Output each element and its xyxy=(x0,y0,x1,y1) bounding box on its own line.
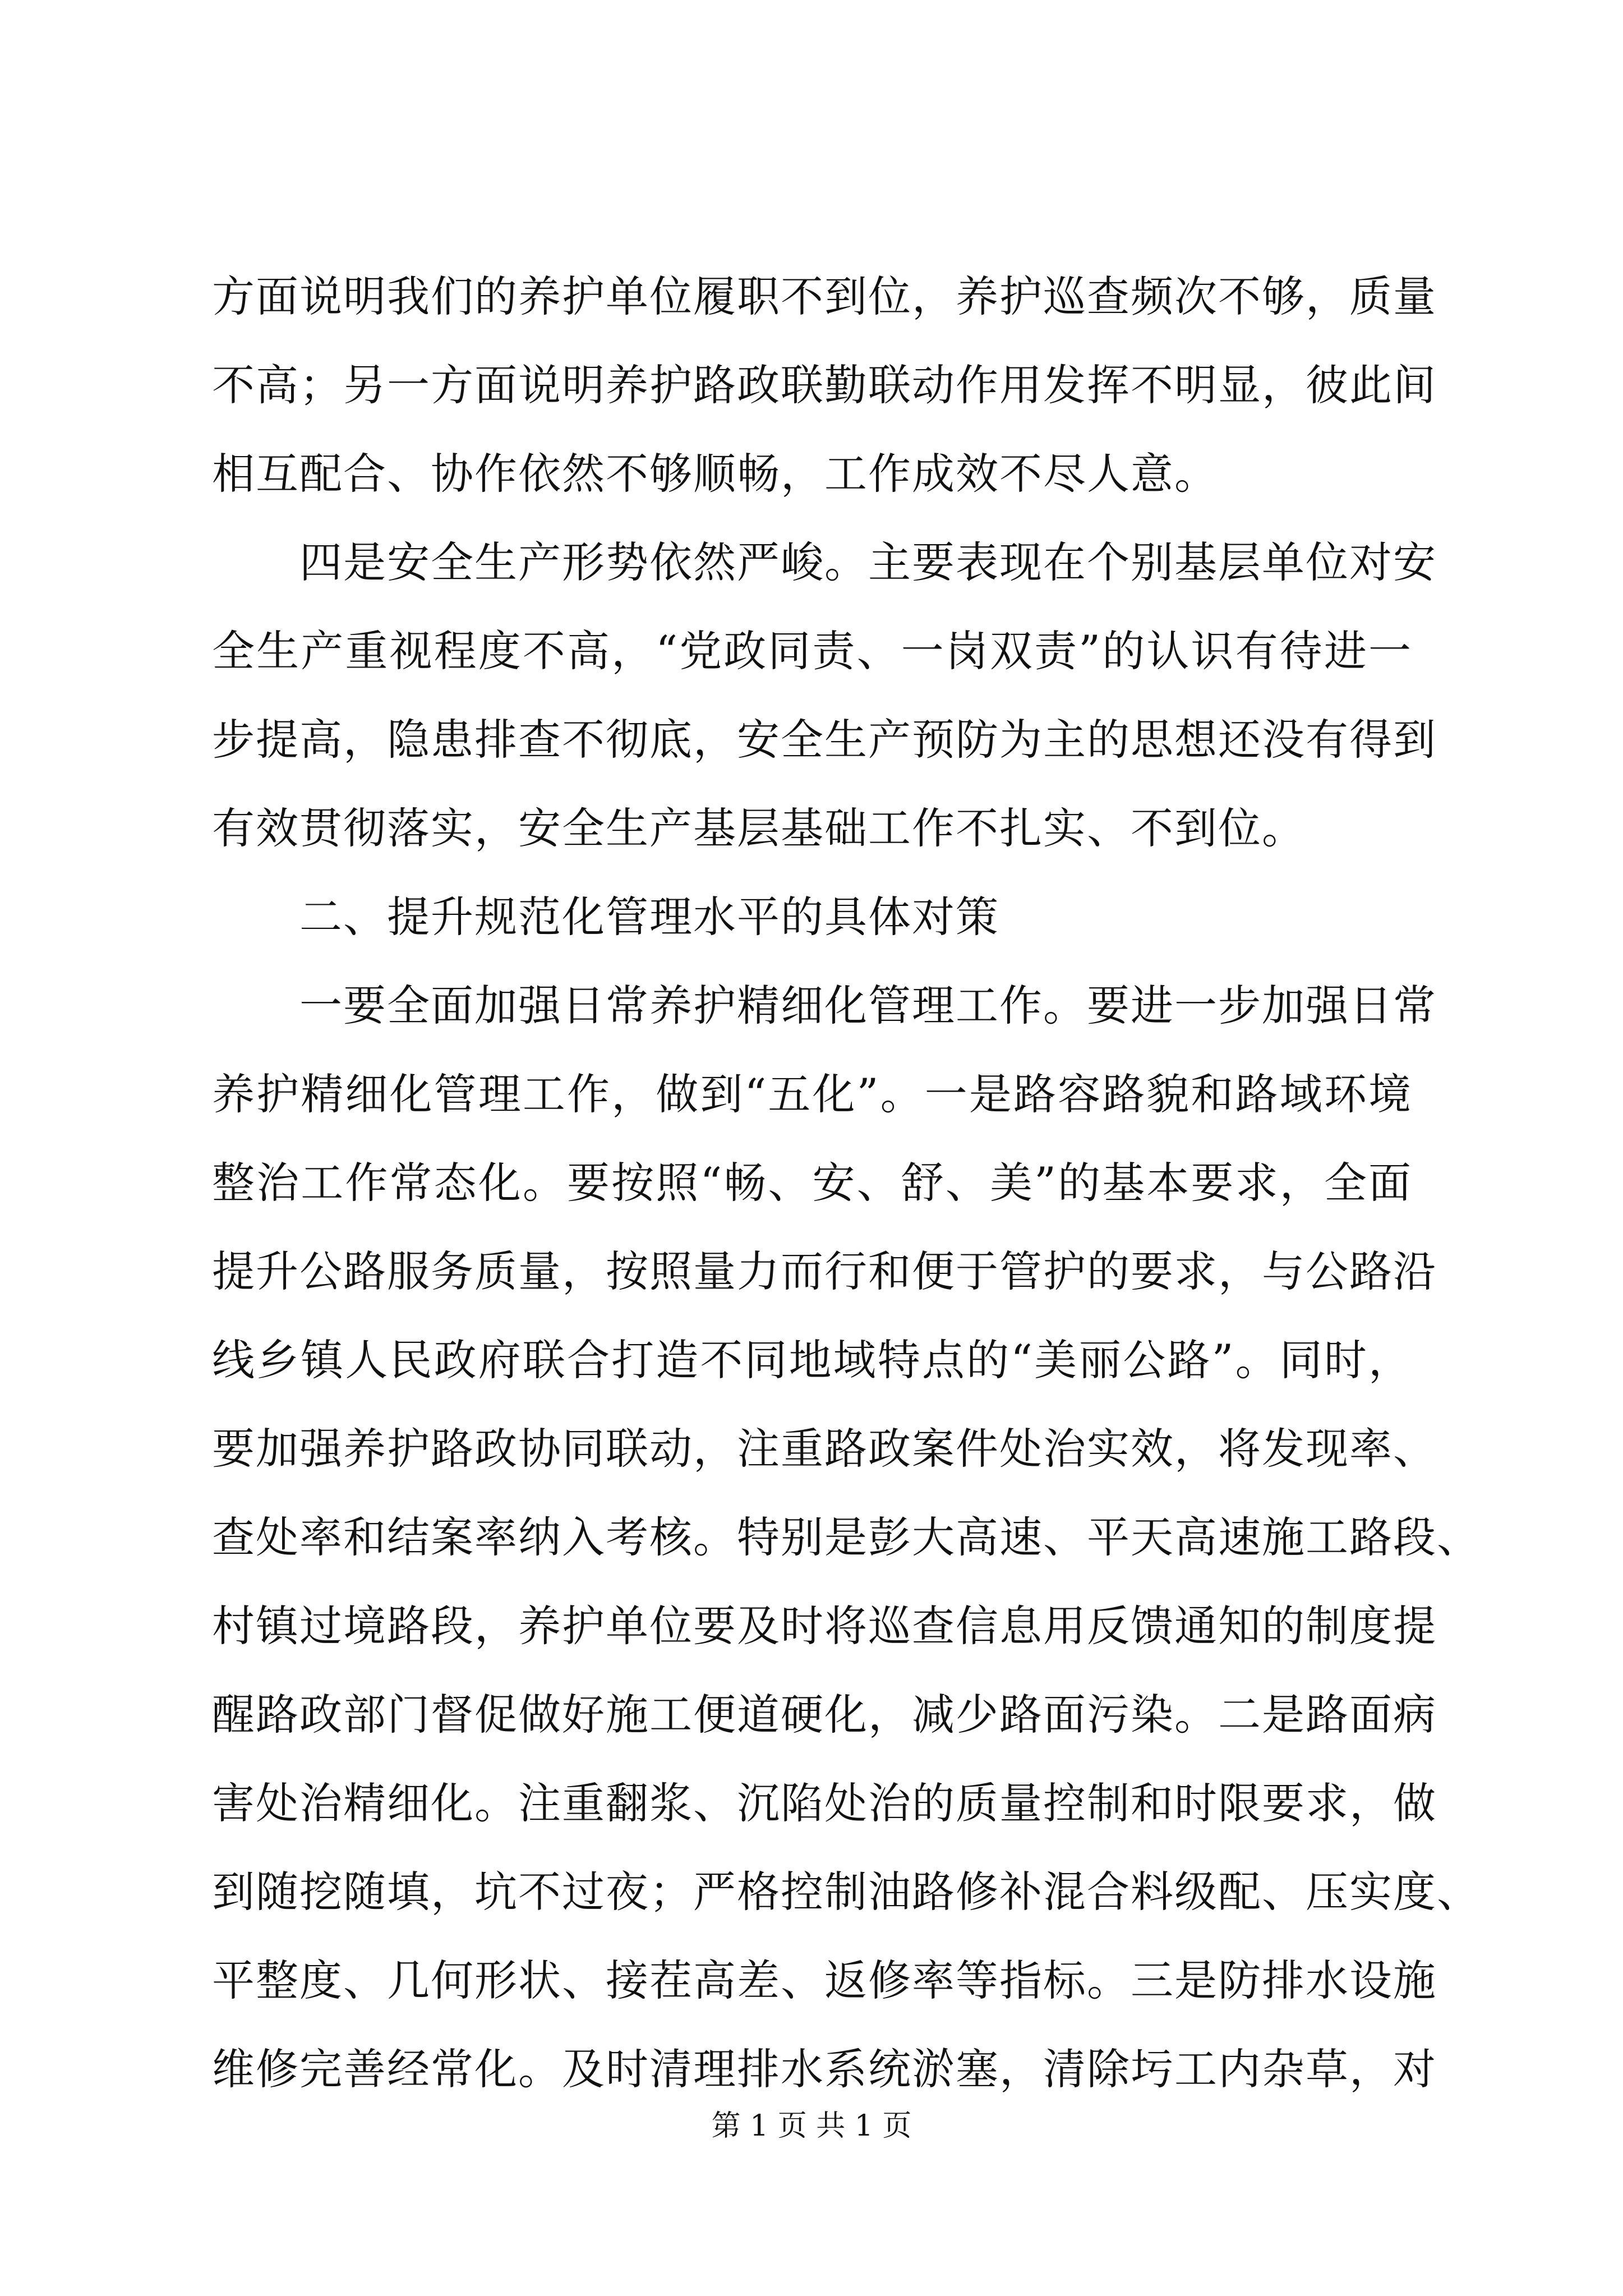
text-line: 维修完善经常化。及时清理排水系统淤塞，清除圬工内杂草，对 xyxy=(212,2044,1437,2094)
text-line: 要加强养护路政协同联动，注重路政案件处治实效，将发现率、 xyxy=(212,1424,1437,1474)
paragraph-first-line: 四是安全生产形势依然严峻。主要表现在个别基层单位对安 xyxy=(299,537,1437,587)
text-line: 全生产重视程度不高，“党政同责、一岗双责”的认识有待进一 xyxy=(212,626,1412,676)
paragraph-first-line: 一要全面加强日常养护精细化管理工作。要进一步加强日常 xyxy=(299,981,1437,1030)
text-line: 醒路政部门督促做好施工便道硬化，减少路面污染。二是路面病 xyxy=(212,1690,1437,1740)
text-line: 养护精细化管理工作，做到“五化”。一是路容路貌和路域环境 xyxy=(212,1069,1412,1119)
text-line: 不高；另一方面说明养护路政联勤联动作用发挥不明显，彼此间 xyxy=(212,360,1437,410)
page-number-footer: 第 1 页 共 1 页 xyxy=(711,2109,912,2143)
text-line: 步提高，隐患排查不彻底，安全生产预防为主的思想还没有得到 xyxy=(212,715,1437,765)
text-line: 相互配合、协作依然不够顺畅，工作成效不尽人意。 xyxy=(212,449,1218,499)
text-line: 有效贯彻落实，安全生产基层基础工作不扎实、不到位。 xyxy=(212,803,1306,853)
text-line: 村镇过境路段，养护单位要及时将巡查信息用反馈通知的制度提 xyxy=(212,1601,1437,1651)
text-line: 整治工作常态化。要按照“畅、安、舒、美”的基本要求，全面 xyxy=(212,1158,1412,1208)
text-line: 查处率和结案率纳入考核。特别是彭大高速、平天高速施工路段、 xyxy=(212,1512,1481,1562)
document-body xyxy=(212,252,1481,2114)
text-line: 平整度、几何形状、接茬高差、返修率等指标。三是防排水设施 xyxy=(212,1955,1437,2005)
text-line: 方面说明我们的养护单位履职不到位，养护巡查频次不够，质量 xyxy=(212,272,1437,321)
section-heading: 二、提升规范化管理水平的具体对策 xyxy=(299,892,999,942)
text-line: 线乡镇人民政府联合打造不同地域特点的“美丽公路”。同时， xyxy=(212,1335,1412,1385)
text-line: 提升公路服务质量，按照量力而行和便于管护的要求，与公路沿 xyxy=(212,1246,1437,1296)
text-line: 到随挖随填，坑不过夜；严格控制油路修补混合料级配、压实度、 xyxy=(212,1867,1481,1917)
text-line: 害处治精细化。注重翻浆、沉陷处治的质量控制和时限要求，做 xyxy=(212,1778,1437,1828)
